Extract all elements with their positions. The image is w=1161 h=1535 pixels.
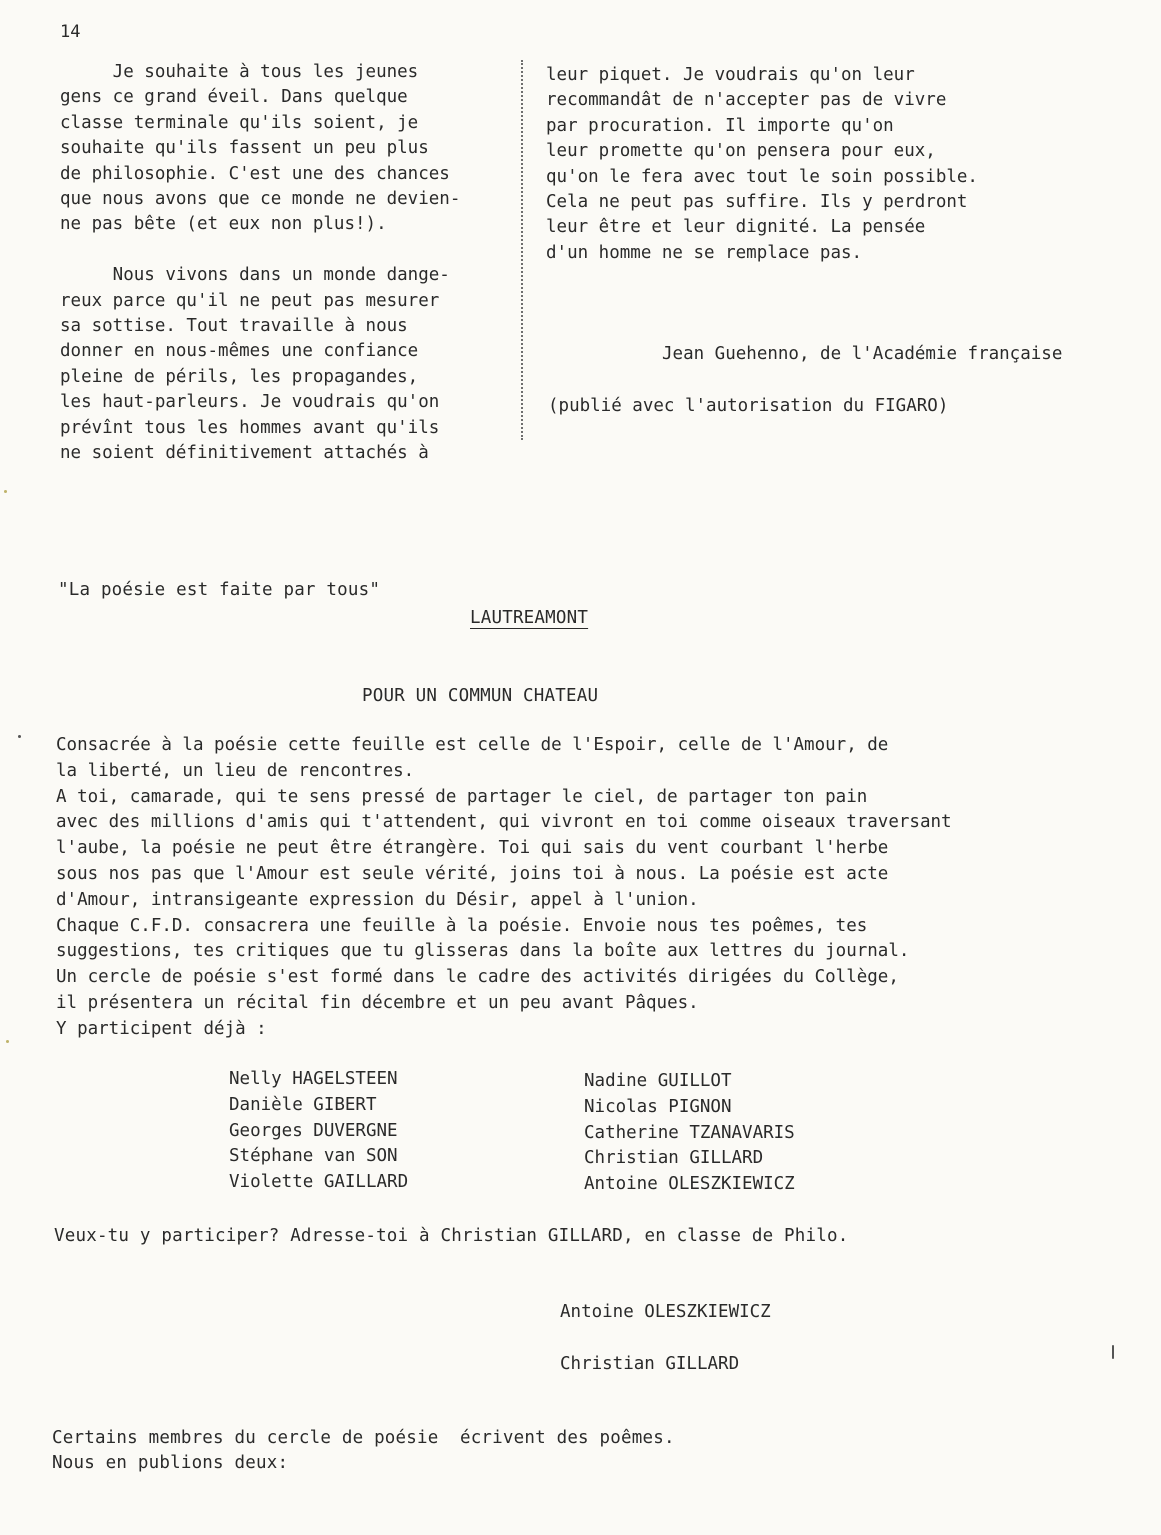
body-line: il présentera un récital fin décembre et un peu avant Pâques. <box>56 992 699 1013</box>
article-line: souhaite qu'ils fassent un peu plus <box>60 138 429 159</box>
body-line: Chaque C.F.D. consacrera une feuille à la poésie. Envoie nous tes poêmes, tes <box>56 915 868 936</box>
page-number: 14 <box>60 22 81 42</box>
signature: Christian GILLARD <box>560 1354 740 1374</box>
members-list-right <box>584 1069 795 1198</box>
body-line: Un cercle de poésie s'est formé dans le cadre des activités dirigées du Collège, <box>56 967 899 988</box>
article-line: prévînt tous les hommes avant qu'ils <box>60 417 440 438</box>
closing-line: Certains membres du cercle de poésie écrivent des poêmes. <box>52 1428 675 1448</box>
body-line: Y participent déjà : <box>56 1018 267 1039</box>
article-left-column <box>60 60 515 467</box>
member-name: Nadine GUILLOT <box>584 1071 732 1091</box>
scan-speck <box>18 735 21 738</box>
article-line: Nous vivons dans un monde dange- <box>60 265 450 286</box>
body-line: suggestions, tes critiques que tu glisseras dans la boîte aux lettres du journal. <box>56 941 910 962</box>
member-name: Violette GAILLARD <box>229 1172 409 1193</box>
scan-speck <box>6 1040 9 1043</box>
article-line: classe terminale qu'ils soient, je <box>60 112 419 133</box>
article-line: les haut-parleurs. Je voudrais qu'on <box>60 392 440 413</box>
member-name: Georges DUVERGNE <box>229 1120 398 1141</box>
member-name: Nicolas PIGNON <box>584 1096 732 1117</box>
article-line <box>60 238 515 263</box>
article-line: qu'on le fera avec tout le soin possible. <box>546 166 978 187</box>
article-line: gens ce grand éveil. Dans quelque <box>60 87 408 108</box>
article-right-column <box>546 63 1126 266</box>
body-line: sous nos pas que l'Amour est seule vérité, joins toi à nous. La poésie est acte <box>56 863 889 884</box>
body-line: l'aube, la poésie ne peut être étrangère. Toi qui sais du vent courbant l'herbe <box>56 838 889 859</box>
body-line: avec des millions d'amis qui t'attendent, qui vivront en toi comme oiseaux traversant <box>56 812 952 833</box>
signature: Antoine OLESZKIEWICZ <box>560 1302 771 1322</box>
epigraph-quote: "La poésie est faite par tous" <box>58 580 381 600</box>
article-line: leur être et leur dignité. La pensée <box>546 217 926 238</box>
members-list-left <box>229 1067 408 1196</box>
closing-line: Nous en publions deux: <box>52 1453 289 1473</box>
article-line: pleine de périls, les propagandes, <box>60 366 419 387</box>
article-line: sa sottise. Tout travaille à nous <box>60 316 408 337</box>
article-line: reux parce qu'il ne peut pas mesurer <box>60 290 440 311</box>
article-line: leur promette qu'on pensera pour eux, <box>546 141 936 162</box>
article-line: par procuration. Il importe qu'on <box>546 115 894 136</box>
epigraph-author: LAUTREAMONT <box>470 608 589 628</box>
column-divider <box>521 60 523 440</box>
article-line: ne soient définitivement attachés à <box>60 443 429 464</box>
body-line: A toi, camarade, qui te sens pressé de partager le ciel, de partager ton pain <box>56 786 868 807</box>
article-line: de philosophie. C'est une des chances <box>60 163 450 184</box>
scan-speck <box>4 490 7 493</box>
article-line: Cela ne peut pas suffire. Ils y perdront <box>546 192 968 213</box>
article-line: Je souhaite à tous les jeunes <box>60 62 419 82</box>
body-line: Consacrée à la poésie cette feuille est celle de l'Espoir, celle de l'Amour, de <box>56 735 889 755</box>
member-name: Catherine TZANAVARIS <box>584 1122 795 1143</box>
article-line: leur piquet. Je voudrais qu'on leur <box>546 65 915 85</box>
article-line: ne pas bête (et eux non plus!). <box>60 214 387 235</box>
article-line: recommandât de n'accepter pas de vivre <box>546 90 947 111</box>
body-line: d'Amour, intransigeante expression du Désir, appel à l'union. <box>56 889 699 910</box>
member-name: Danièle GIBERT <box>229 1094 377 1115</box>
article-line: que nous avons que ce monde ne devien- <box>60 189 461 210</box>
member-name: Stéphane van SON <box>229 1146 398 1167</box>
section-heading: POUR UN COMMUN CHATEAU <box>362 686 599 706</box>
article-line: d'un homme ne se remplace pas. <box>546 242 863 263</box>
article-author: Jean Guehenno, de l'Académie française <box>662 344 1063 364</box>
body-line: la liberté, un lieu de rencontres. <box>56 760 415 781</box>
poetry-intro <box>56 733 1116 1043</box>
member-name: Christian GILLARD <box>584 1148 764 1169</box>
article-credit: (publié avec l'autorisation du FIGARO) <box>548 396 949 416</box>
member-name: Nelly HAGELSTEEN <box>229 1069 398 1089</box>
article-line: donner en nous-mêmes une confiance <box>60 341 419 362</box>
invitation-line: Veux-tu y participer? Adresse-toi à Christian GILLARD, en classe de Philo. <box>54 1226 849 1246</box>
member-name: Antoine OLESZKIEWICZ <box>584 1174 795 1195</box>
scan-mark <box>1112 1345 1114 1359</box>
